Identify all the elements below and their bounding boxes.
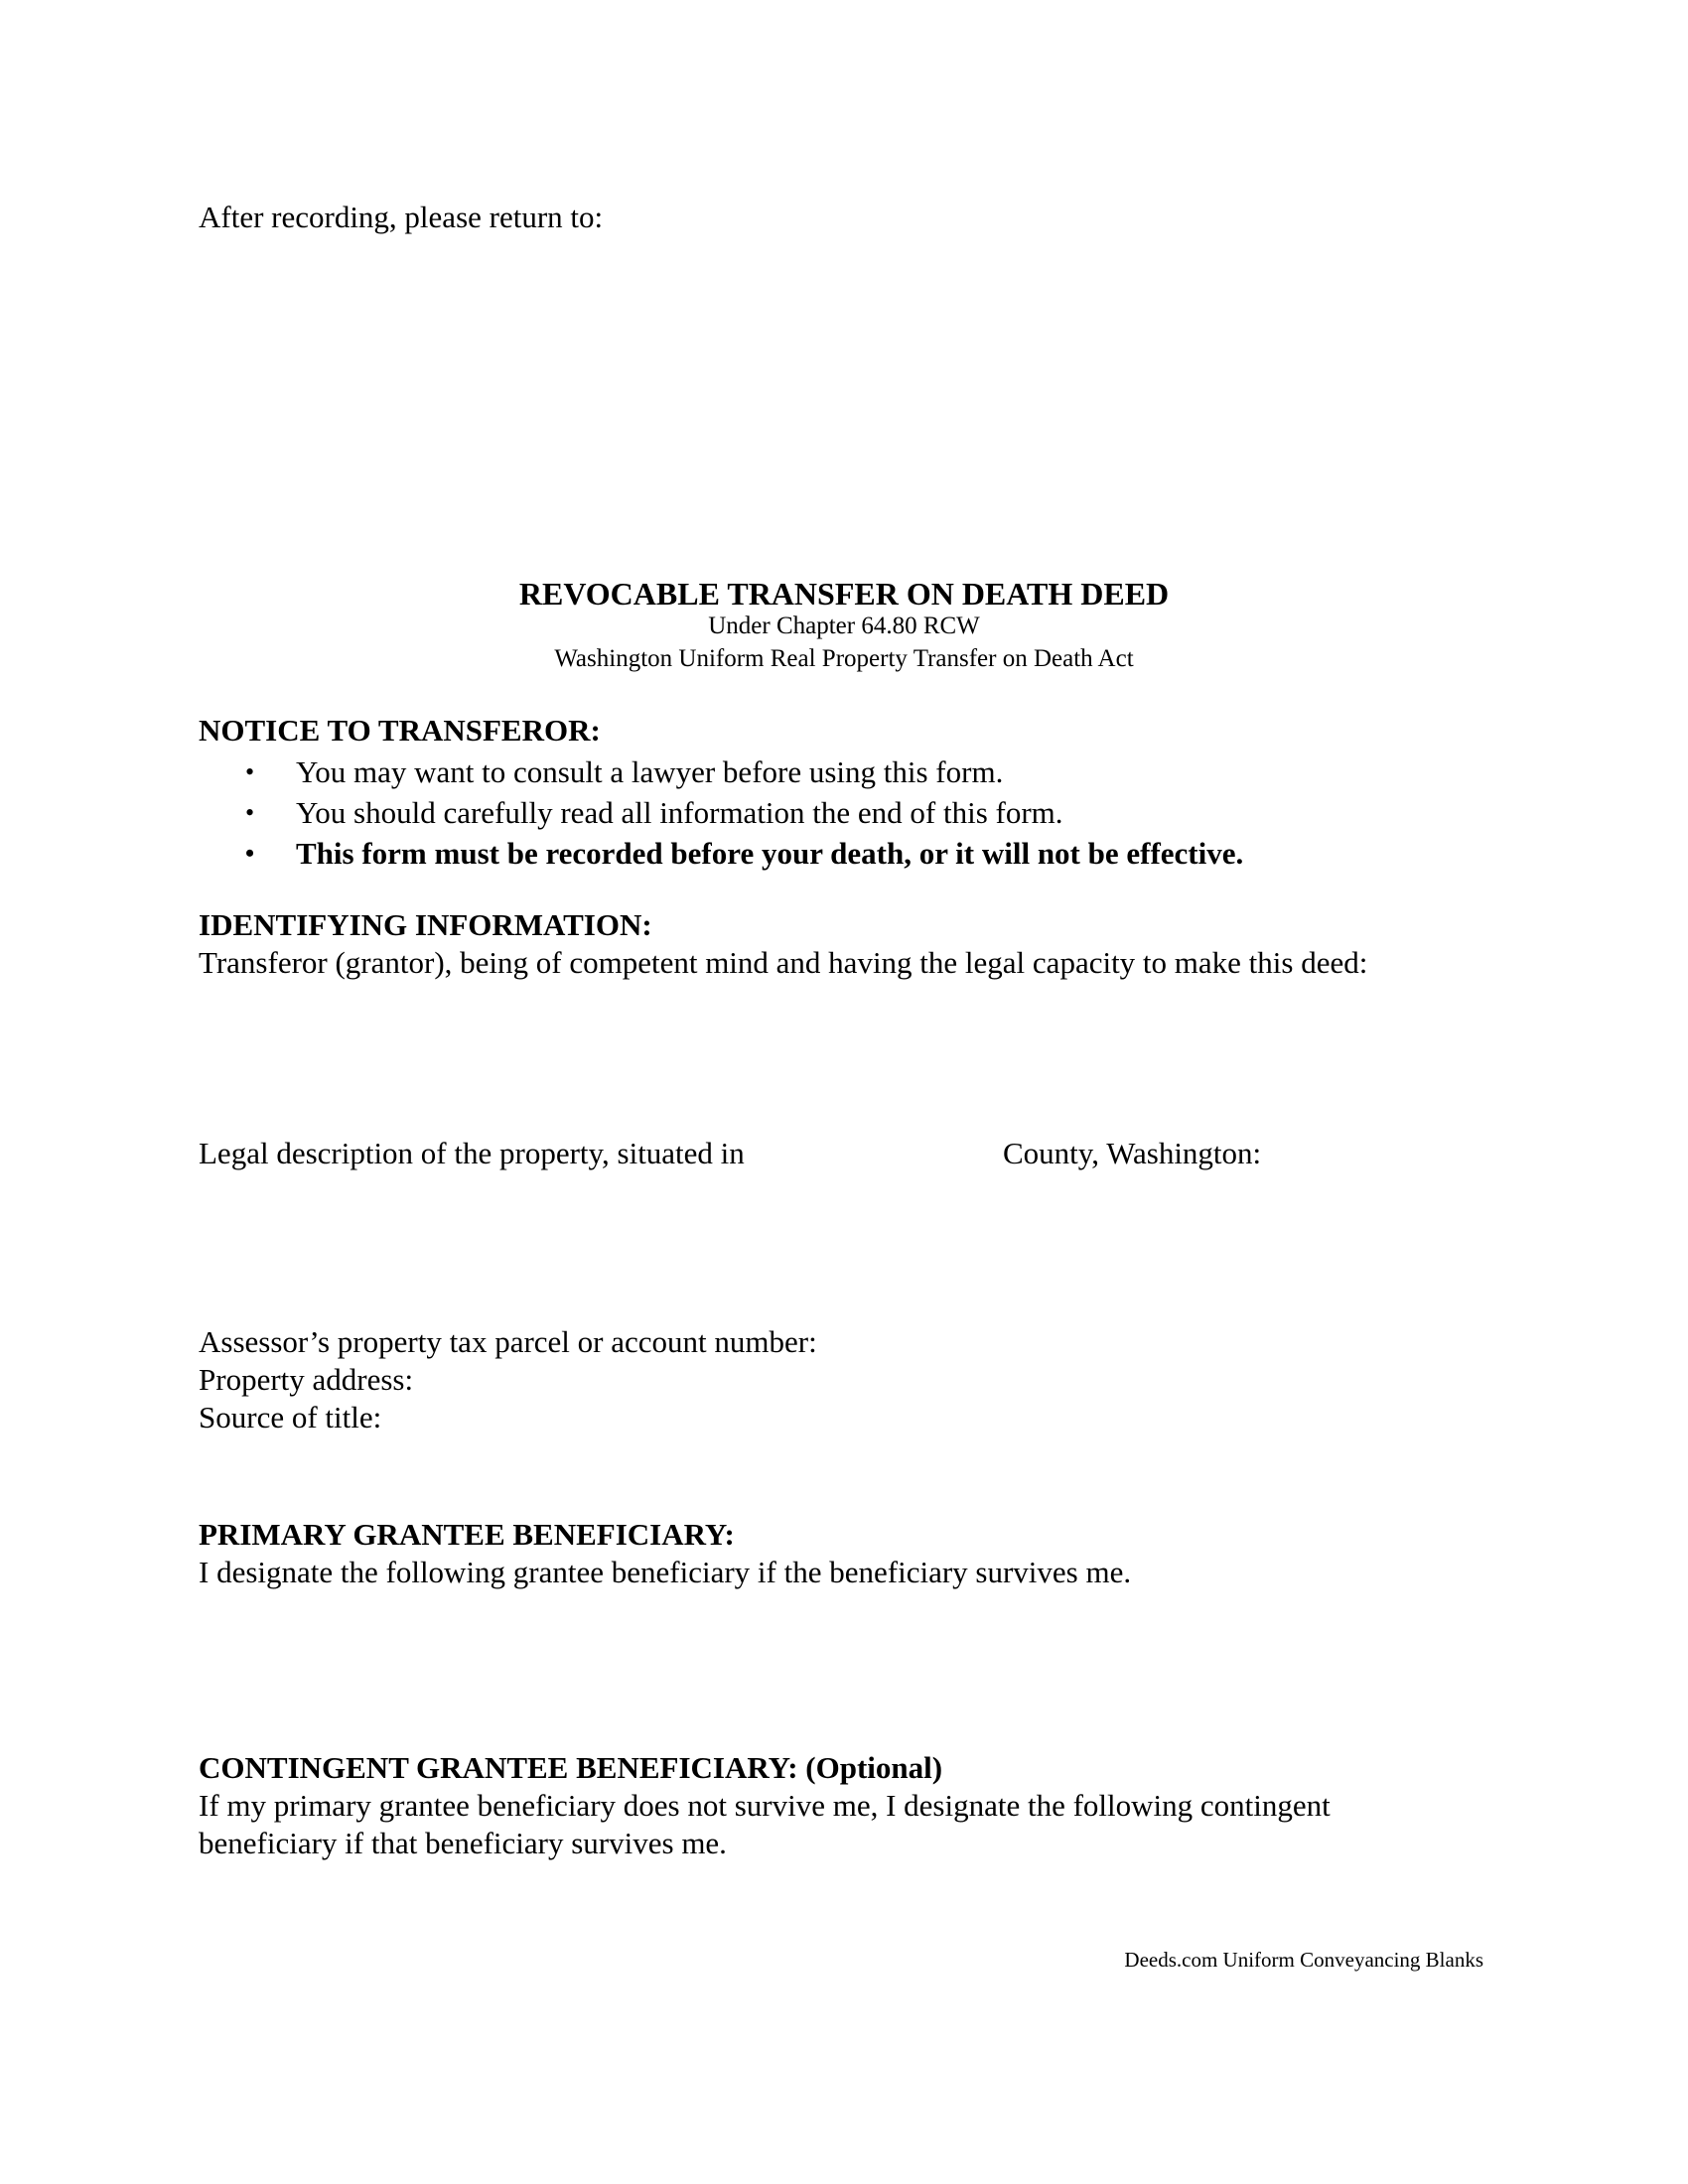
- transferor-statement: Transferor (grantor), being of competent mind and having the legal capacity to make this deed:: [199, 945, 1368, 980]
- footer-credit: Deeds.com Uniform Conveyancing Blanks: [1124, 1948, 1483, 1972]
- return-to-label: After recording, please return to:: [199, 200, 604, 234]
- county-label: County, Washington:: [1003, 1136, 1262, 1170]
- bullet-icon: •: [245, 839, 255, 868]
- contingent-beneficiary-text-line-1: If my primary grantee beneficiary does not survive me, I designate the following contingent: [199, 1788, 1331, 1823]
- legal-description-label: Legal description of the property, situated in: [199, 1136, 745, 1170]
- primary-beneficiary-heading: PRIMARY GRANTEE BENEFICIARY:: [199, 1517, 735, 1552]
- notice-item: [199, 751, 1243, 792]
- notice-list: [199, 751, 1243, 874]
- notice-item-text: You should carefully read all information the end of this form.: [296, 795, 1063, 830]
- notice-item-text: You may want to consult a lawyer before using this form.: [296, 754, 1004, 789]
- notice-item: [199, 792, 1243, 833]
- identifying-heading: IDENTIFYING INFORMATION:: [199, 907, 652, 942]
- bullet-icon: •: [245, 757, 255, 786]
- contingent-beneficiary-text-line-2: beneficiary if that beneficiary survives me.: [199, 1826, 727, 1860]
- notice-heading: NOTICE TO TRANSFEROR:: [199, 713, 601, 748]
- primary-beneficiary-text: I designate the following grantee beneficiary if the beneficiary survives me.: [199, 1555, 1132, 1589]
- source-of-title-label: Source of title:: [199, 1400, 382, 1434]
- parcel-number-label: Assessor’s property tax parcel or account number:: [199, 1324, 817, 1359]
- document-subtitle-act: Washington Uniform Real Property Transfer on Death Act: [554, 645, 1134, 672]
- document-title: REVOCABLE TRANSFER ON DEATH DEED: [518, 576, 1170, 612]
- property-address-label: Property address:: [199, 1362, 414, 1397]
- notice-item-warning: [199, 833, 1243, 874]
- notice-item-text: This form must be recorded before your death, or it will not be effective.: [296, 836, 1244, 871]
- document-subtitle-statute: Under Chapter 64.80 RCW: [708, 613, 980, 639]
- bullet-icon: •: [245, 798, 255, 827]
- contingent-beneficiary-heading: CONTINGENT GRANTEE BENEFICIARY: (Optional): [199, 1750, 943, 1785]
